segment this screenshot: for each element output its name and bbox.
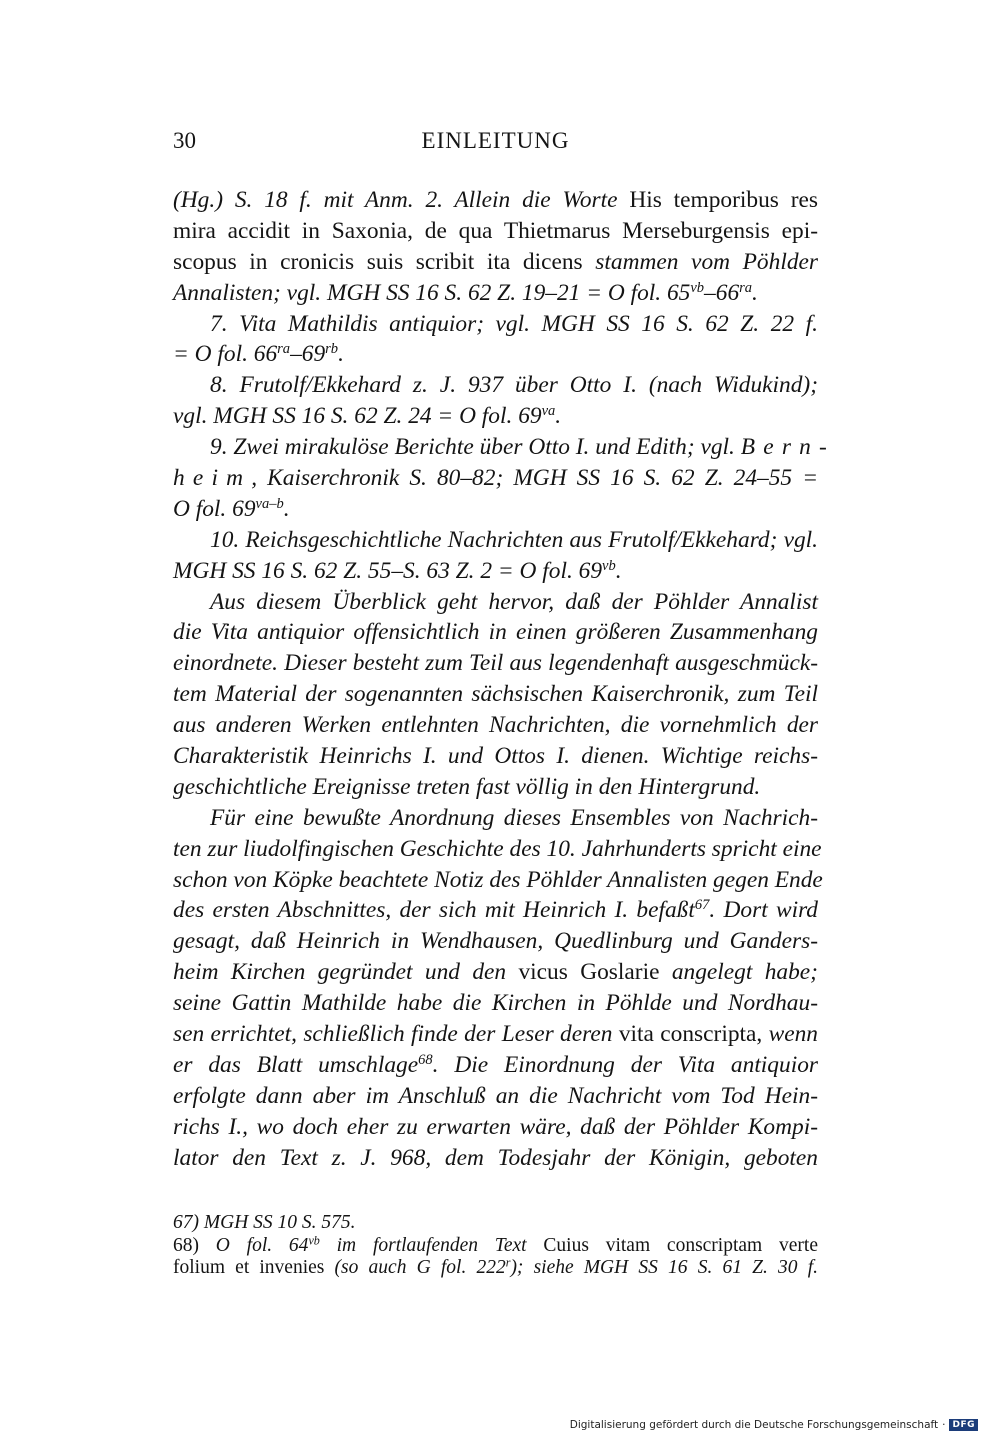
text-line-6: = O fol. $66^{ra}-69^{rb}$. — [173, 341, 344, 368]
text-line-14: Aus diesem Überblick geht hervor, daß der Pöhlder Annalist — [210, 588, 818, 615]
page-header — [173, 128, 818, 162]
text-line-30: erfolgte dann aber im Anschluß an die Nachricht vom Tod Hein- — [173, 1082, 818, 1109]
footnote-67: 67) MGH SS 10 S. 575. — [173, 1212, 356, 1233]
digitization-credit-text: Digitalisierung gefördert durch die Deutsche Forschungsgemeinschaft — [569, 1419, 939, 1431]
text-line-19: Charakteristik Heinrichs I. und Ottos I. dienen. Wichtige reichs- — [173, 743, 818, 770]
text-line-1: (Hg.) S. 18 f. mit Anm. 2. Allein die Worte His temporibus res — [173, 187, 818, 213]
text-line-10: heim, Kaiserchronik S. 80–82; MGH SS 16 S. 62 Z. 24–55 = — [173, 465, 818, 492]
text-line-32: lator den Text z. J. 968, dem Todesjahr der Königin, geboten — [173, 1144, 818, 1171]
text-line-13: MGH SS 16 S. 62 Z. 55–S. 63 Z. 2 = O fol. $69^{vb}$. — [173, 557, 622, 584]
footnote-68-continued: folium et invenies (so auch G fol. 222$^r$); siehe MGH SS 16 S. 61 Z. 30 f. — [173, 1255, 818, 1278]
text-line-12: 10. Reichsgeschichtliche Nachrichten aus Frutolf/Ekkehard; vgl. — [210, 526, 818, 553]
text-line-16: einordnete. Dieser besteht zum Teil aus legendenhaft ausgeschmück- — [173, 650, 818, 677]
text-line-28: sen errichtet, schließlich finde der Leser deren vita conscripta, wenn — [173, 1021, 818, 1048]
text-line-25: gesagt, daß Heinrich in Wendhausen, Quedlinburg und Ganders- — [173, 928, 818, 955]
text-line-18: aus anderen Werken entlehnten Nachrichten, die vornehmlich der — [173, 712, 818, 739]
dfg-logo: DFG — [949, 1419, 978, 1431]
text-line-20: geschichtliche Ereignisse treten fast völlig in den Hintergrund. — [173, 773, 761, 800]
text-line-21: Für eine bewußte Anordnung dieses Ensembles von Nachrich- — [210, 804, 818, 831]
digitization-credit: Digitalisierung gefördert durch die Deutsche Forschungsgemeinschaft · DFG — [570, 1419, 978, 1431]
text-line-8: vgl. MGH SS 16 S. 62 Z. 24 = O fol. $69^{va}$. — [173, 403, 562, 430]
text-line-4: Annalisten; vgl. MGH SS 16 S. 62 Z. 19–21 = O fol. $65^{vb}-66^{ra}$. — [173, 279, 758, 306]
text-line-29: er das Blatt umschlage$^{68}$. Die Einordnung der Vita antiquior — [173, 1051, 818, 1078]
text-line-26: heim Kirchen gegründet und den vicus Goslarie angelegt habe; — [173, 959, 818, 986]
text-line-31: richs I., wo doch eher zu erwarten wäre, daß der Pöhlder Kompi- — [173, 1113, 818, 1140]
text-line-2: mira accidit in Saxonia, de qua Thietmarus Merseburgensis epi- — [173, 217, 818, 244]
body-text — [173, 185, 835, 1174]
text-line-27: seine Gattin Mathilde habe die Kirchen in Pöhlde und Nordhau- — [173, 990, 818, 1017]
text-line-5: 7. Vita Mathildis antiquior; vgl. MGH SS 16 S. 62 Z. 22 f. — [210, 310, 818, 337]
text-line-9: 9. Zwei mirakulöse Berichte über Otto I. und Edith; vgl. Bern- — [210, 434, 835, 461]
text-line-15: die Vita antiquior offensichtlich in einen größeren Zusammenhang — [173, 619, 818, 646]
text-line-17: tem Material der sogenannten sächsischen Kaiserchronik, zum Teil — [173, 681, 818, 708]
footnotes — [173, 1212, 818, 1280]
text-line-3: scopus in cronicis suis scribit ita dicens stammen vom Pöhlder — [173, 248, 819, 275]
running-head: EINLEITUNG — [421, 128, 570, 153]
text-line-7: 8. Frutolf/Ekkehard z. J. 937 über Otto I. (nach Widukind); — [210, 372, 818, 399]
text-line-22: ten zur liudolfingischen Geschichte des 10. Jahrhunderts spricht eine — [173, 835, 822, 862]
text-line-24: des ersten Abschnittes, der sich mit Heinrich I. befaßt$^{67}$. Dort wird — [173, 897, 819, 924]
text-line-23: schon von Köpke beachtete Notiz des Pöhlder Annalisten gegen Ende — [173, 866, 823, 893]
page-number: 30 — [173, 128, 196, 153]
footnote-68: 68) O fol. $64^{vb}$ im fortlaufenden Text Cuius vitam conscriptam verte — [173, 1232, 818, 1256]
text-line-11: O fol. $69^{va-b}$. — [173, 495, 290, 522]
